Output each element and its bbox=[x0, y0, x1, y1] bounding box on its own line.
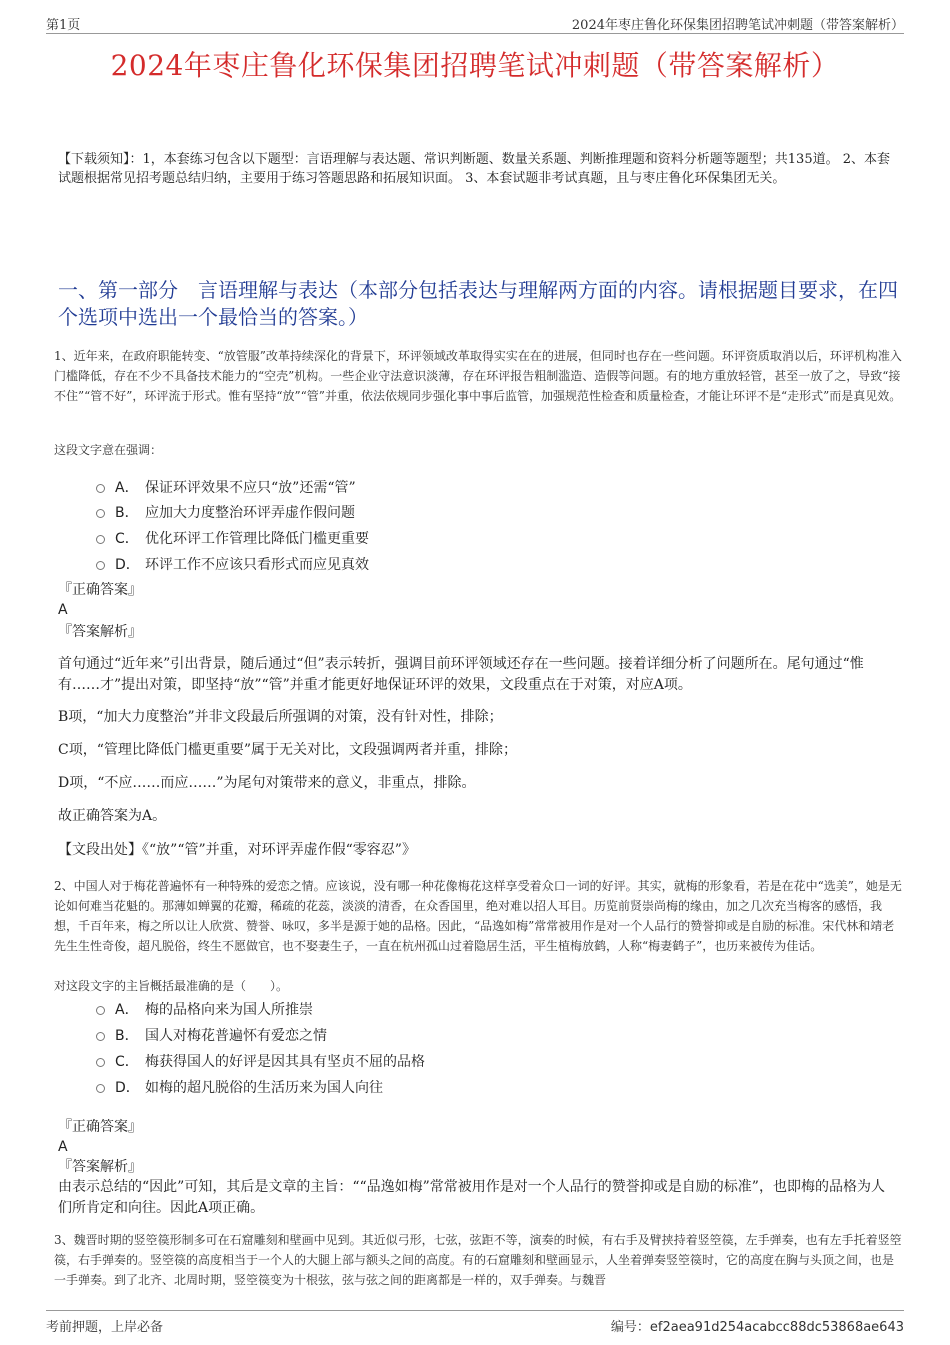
radio-icon[interactable] bbox=[96, 1032, 105, 1041]
q2-option-b[interactable]: B． 国人对梅花普遍怀有爱恋之情 bbox=[96, 1025, 327, 1045]
q2-analysis-label: 『答案解析』 bbox=[58, 1159, 142, 1175]
q1-analysis-b: B项，“加大力度整治”并非文段最后所强调的对策，没有针对性，排除； bbox=[58, 709, 503, 725]
radio-icon[interactable] bbox=[96, 484, 105, 493]
radio-icon[interactable] bbox=[96, 1006, 105, 1015]
q1-analysis-d: D项，“不应……而应……”为尾句对策带来的意义，非重点，排除。 bbox=[58, 775, 476, 791]
radio-icon[interactable] bbox=[96, 1084, 105, 1093]
q2-answer: A bbox=[58, 1139, 68, 1155]
q1-option-c[interactable]: C． 优化环评工作管理比降低门槛更重要 bbox=[96, 528, 369, 548]
radio-icon[interactable] bbox=[96, 1058, 105, 1067]
q1-analysis-para: 首句通过“近年来”引出背景，随后通过“但”表示转折，强调目前环评领域还存在一些问题。接着详细分析了问题所在。尾句通过“惟有……才”提出对策，即坚持“放”“管”并重才能更好地保证环评的效果，文段重点在于对策，对应A项。 bbox=[58, 656, 864, 693]
q1-conclusion: 故正确答案为A。 bbox=[58, 808, 167, 824]
download-notice: 【下载须知】：1，本套练习包含以下题型：言语理解与表达题、常识判断题、数量关系题、判断推理题和资料分析题等题型；共135道。 2、本套试题根据常见招考题总结归纳，主要用于练习答题思路和拓展知识面。 3、本套试题非考试真题，且与枣庄鲁化环保集团无关。 bbox=[58, 152, 890, 186]
q1-option-d[interactable]: D． 环评工作不应该只看形式而应见真效 bbox=[96, 554, 369, 574]
question-2-text: 2、中国人对于梅花普遍怀有一种特殊的爱恋之情。应该说，没有哪一种花像梅花这样享受着众口一词的好评。其实，就梅的形象看，若是在花中“选美”，她是无论如何难当花魁的。那薄如蝉翼的花瓣，稀疏的花蕊，淡淡的清香，在众香国里，绝对难以招人耳目。历览前贤崇尚梅的缘由，加之几次充当梅客的感悟，我想，千百年来，梅之所以让人欣赏、赞誉、咏叹，多半是源于她的品格。因此，“品逸如梅”常常被用作是对一个人品行的赞誉抑或是自励的标准。宋代林和靖老先生生性奇俊，超凡脱俗，终生不愿做官，也不娶妻生子，一直在杭州孤山过着隐居生活，平生植梅放鹤，人称“梅妻鹤子”，也历来被传为佳话。 bbox=[54, 879, 902, 953]
radio-icon[interactable] bbox=[96, 561, 105, 570]
question-3-text: 3、魏晋时期的竖箜篌形制多可在石窟雕刻和壁画中见到。其近似弓形，七弦，弦距不等，演奏的时候，有右手及臂挟持着竖箜篌，左手弹奏，也有左手托着竖箜篌，右手弹奏的。竖箜篌的高度相当于一个人的大腿上部与额头之间的高度。有的石窟雕刻和壁画显示，人坐着弹奏竖箜篌时，它的高度在胸与头顶之间，也是一手弹奏。到了北齐、北周时期，竖箜篌变为十根弦，弦与弦之间的距离都是一样的，双手弹奏。与魏晋 bbox=[54, 1233, 902, 1287]
q1-answer-label: 『正确答案』 bbox=[58, 582, 142, 598]
q1-analysis-c: C项，“管理比降低门槛更重要”属于无关对比，文段强调两者并重，排除； bbox=[58, 742, 518, 758]
question-2-prompt: 对这段文字的主旨概括最准确的是（ ）。 bbox=[54, 979, 289, 993]
footer-code bbox=[611, 1316, 904, 1335]
q1-option-a[interactable]: A． 保证环评效果不应只“放”还需“管” bbox=[96, 477, 356, 497]
page-title: 2024年枣庄鲁化环保集团招聘笔试冲刺题（带答案解析） bbox=[110, 49, 840, 82]
footer-slogan: 考前押题，上岸必备 bbox=[46, 1320, 164, 1335]
footer-code-label: 编号： bbox=[610, 1320, 650, 1335]
running-title: 2024年枣庄鲁化环保集团招聘笔试冲刺题（带答案解析） bbox=[571, 18, 904, 33]
section-heading: 一、第一部分 言语理解与表达（本部分包括表达与理解两方面的内容。请根据题目要求，在四个选项中选出一个最恰当的答案。） bbox=[58, 278, 898, 329]
q2-option-a[interactable]: A． 梅的品格向来为国人所推崇 bbox=[96, 999, 313, 1019]
page-number: 第1页 bbox=[46, 18, 81, 33]
q1-analysis-label: 『答案解析』 bbox=[58, 624, 142, 640]
question-1-prompt: 这段文字意在强调： bbox=[54, 443, 163, 457]
radio-icon[interactable] bbox=[96, 509, 105, 518]
header-divider bbox=[46, 33, 904, 34]
footer-divider bbox=[46, 1310, 904, 1311]
question-1-text: 1、近年来，在政府职能转变、“放管服”改革持续深化的背景下，环评领域改革取得实实在在的进展，但同时也存在一些问题。环评资质取消以后，环评机构准入门槛降低，存在不少不具备技术能力的“空壳”机构。一些企业守法意识淡薄，存在环评报告粗制滥造、造假等问题。有的地方重放轻管，甚至一放了之，导致“接不住”“管不好”，环评流于形式。惟有坚持“放”“管”并重，依法依规同步强化事中事后监管，加强规范性检查和质量检查，才能让环评不是“走形式”而是真见效。 bbox=[54, 349, 902, 403]
footer-code-value: ef2aea91d254acabcc88dc53868ae643 bbox=[649, 1320, 904, 1335]
q2-option-d[interactable]: D． 如梅的超凡脱俗的生活历来为国人向往 bbox=[96, 1077, 383, 1097]
q2-analysis: 由表示总结的“因此”可知，其后是文章的主旨：““品逸如梅”常常被用作是对一个人品行的赞誉抑或是自励的标准”，也即梅的品格为人们所肯定和向往。因此A项正确。 bbox=[58, 1179, 885, 1216]
q2-option-c[interactable]: C． 梅获得国人的好评是因其具有坚贞不屈的品格 bbox=[96, 1051, 425, 1071]
q1-option-b[interactable]: B． 应加大力度整治环评弄虚作假问题 bbox=[96, 502, 355, 522]
q2-answer-label: 『正确答案』 bbox=[58, 1119, 142, 1135]
q1-answer: A bbox=[58, 602, 68, 618]
radio-icon[interactable] bbox=[96, 535, 105, 544]
q1-source: 【文段出处】《“放”“管”并重，对环评弄虚作假“零容忍”》 bbox=[58, 842, 416, 858]
